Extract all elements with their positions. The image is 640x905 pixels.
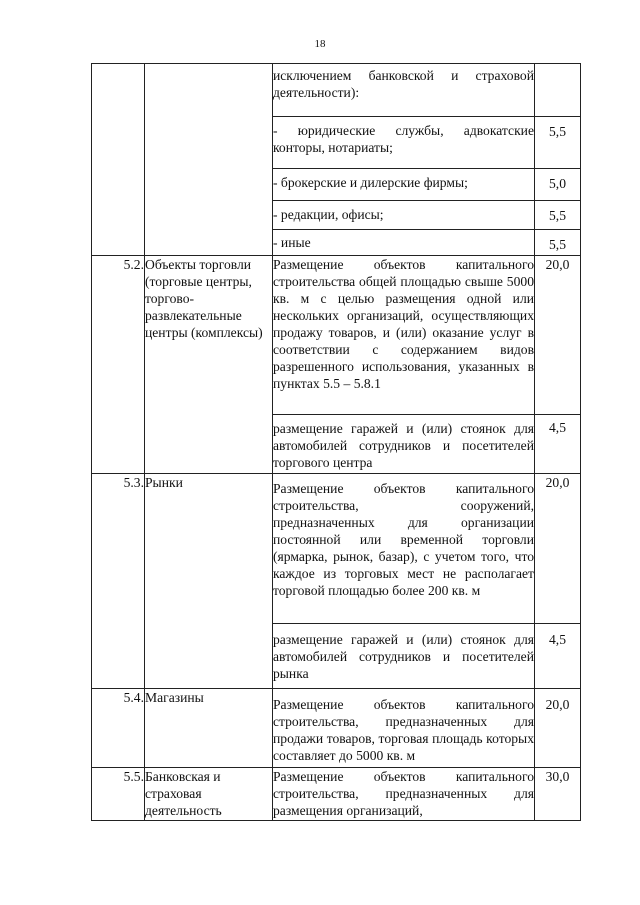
value-cell: 5,5 [535, 201, 581, 230]
description-cell: размещение гаражей и (или) стоянок для автомобилей сотрудников и посетителей торгового центра [273, 415, 535, 474]
description-cell: Размещение объектов капитального строительства, предназначенных для размещения организаций, [273, 768, 535, 821]
number-cell: 5.3. [92, 474, 145, 689]
description-cell: размещение гаражей и (или) стоянок для автомобилей сотрудников и посетителей рынка [273, 624, 535, 689]
table-row [92, 768, 581, 821]
name-cell [145, 64, 273, 256]
description-cell: - юридические службы, адвокатские конторы, нотариаты; [273, 117, 535, 169]
name-cell: Магазины [145, 689, 273, 768]
name-cell: Банковская и страховая деятельность [145, 768, 273, 821]
land-use-table [91, 63, 581, 821]
value-cell: 20,0 [535, 256, 581, 415]
description-cell: Размещение объектов капитального строительства, сооружений, предназначенных для организации постоянной или временной торговли (ярмарка, рынок, базар), с учетом того, что каждое из торговых мест не располагает торговой площадью более 200 кв. м [273, 474, 535, 624]
value-cell: 30,0 [535, 768, 581, 821]
description-cell: - иные [273, 230, 535, 256]
value-cell: 4,5 [535, 415, 581, 474]
value-cell: 5,0 [535, 169, 581, 201]
number-cell: 5.5. [92, 768, 145, 821]
value-cell: 5,5 [535, 230, 581, 256]
table-row [92, 689, 581, 768]
name-cell: Рынки [145, 474, 273, 689]
table-row [92, 64, 581, 117]
table-row [92, 474, 581, 624]
name-cell: Объекты торговли (торговые центры, торгово-развлекательные центры (комплексы) [145, 256, 273, 474]
value-cell: 20,0 [535, 474, 581, 624]
number-cell: 5.2. [92, 256, 145, 474]
number-cell: 5.4. [92, 689, 145, 768]
description-cell: - редакции, офисы; [273, 201, 535, 230]
value-cell: 5,5 [535, 117, 581, 169]
value-cell: 4,5 [535, 624, 581, 689]
description-cell: - брокерские и дилерские фирмы; [273, 169, 535, 201]
description-cell: исключением банковской и страховой деятельности): [273, 64, 535, 117]
value-cell [535, 64, 581, 117]
description-cell: Размещение объектов капитального строительства, предназначенных для продажи товаров, торговая площадь которых составляет до 5000 кв. м [273, 689, 535, 768]
number-cell [92, 64, 145, 256]
value-cell: 20,0 [535, 689, 581, 768]
table-row [92, 256, 581, 415]
description-cell: Размещение объектов капитального строительства общей площадью свыше 5000 кв. м с целью размещения одной или нескольких организаций, осуществляющих продажу товаров, и (или) оказание услуг в соответствии с содержанием видов разрешенного использования, указанных в пунктах 5.5 – 5.8.1 [273, 256, 535, 415]
page-number: 18 [314, 38, 326, 50]
